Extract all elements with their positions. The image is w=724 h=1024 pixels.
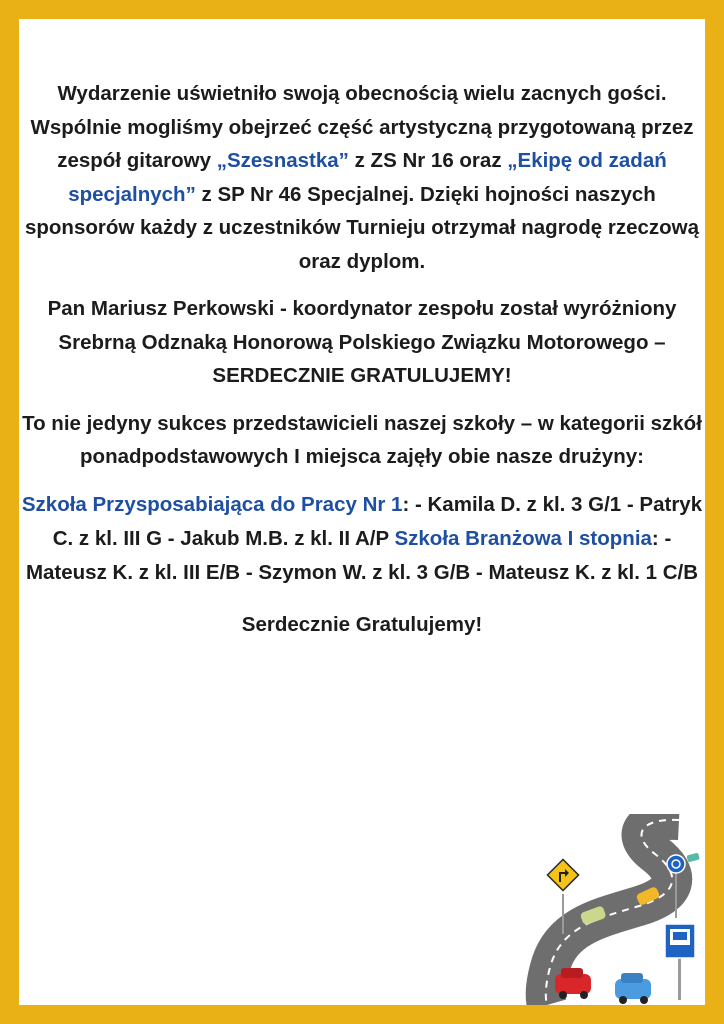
poster-text [19, 77, 705, 641]
text-line: wyróżniony Srebrną Odznaką Honorową Polskiego [58, 297, 677, 354]
closing-line: Serdecznie Gratulujemy! [241, 612, 483, 636]
school-name: Szkoła Branżowa I stopnia [394, 526, 652, 550]
winner-item: - Szymon W. z kl. 3 G/B [245, 560, 471, 584]
school-heading [22, 493, 409, 516]
winners-list [19, 488, 705, 590]
school-suffix: : [651, 526, 659, 550]
school-suffix: : [402, 492, 410, 516]
text-fragment: z ZS Nr 16 oraz [348, 149, 508, 172]
text-line: zacnych gości. Wspólnie mogliśmy obejrzeć część [30, 82, 667, 139]
team-name-highlight-cont: specjalnych” [68, 182, 196, 206]
winner-item: - Patryk C. z kl. III G [52, 492, 703, 550]
paragraph-success [19, 407, 705, 474]
winner-item: - Jakub M.B. z kl. II A/P [167, 526, 389, 550]
team-name-highlight: „Ekipę od zadań [507, 149, 667, 172]
winner-item: - Kamila D. z kl. 3 G/1 [414, 492, 622, 516]
text-line: I miejsca zajęły obie nasze drużyny: [294, 445, 644, 468]
text-line [68, 183, 414, 206]
text-fragment: z SP Nr 46 Specjalnej. [195, 182, 415, 206]
text-line: artystyczną przygotowaną przez zespół gitarowy [57, 115, 694, 172]
text-line: Wydarzenie uświetniło swoją obecnością wielu [57, 82, 516, 105]
text-line: To nie jedyny sukces przedstawicieli naszej szkoły [22, 411, 516, 435]
band-name-highlight: „Szesnastka” [216, 149, 349, 172]
text-line [217, 149, 667, 172]
text-line: Związku Motorowego – SERDECZNIE GRATULUJEMY! [212, 330, 666, 387]
winner-item: - Mateusz K. z kl. 1 C/B [475, 560, 699, 584]
poster-page [19, 19, 705, 1005]
text-line: – w kategorii szkół ponadpodstawowych [80, 411, 702, 468]
text-line: Dzięki hojności naszych sponsorów każdy [24, 182, 656, 239]
school-heading [394, 527, 658, 550]
winner-item: - Mateusz K. z kl. III E/B [25, 526, 672, 584]
paragraph-event [19, 77, 705, 278]
paragraph-award [19, 292, 705, 393]
road-illustration [519, 814, 705, 1005]
text-line: rzeczową oraz dyplom. [298, 216, 699, 273]
text-line: z uczestników Turnieju otrzymał nagrodę [202, 216, 603, 239]
text-line: Pan Mariusz Perkowski - koordynator zespołu został [47, 297, 558, 320]
school-name: Szkoła Przysposabiająca do Pracy Nr 1 [21, 492, 403, 516]
